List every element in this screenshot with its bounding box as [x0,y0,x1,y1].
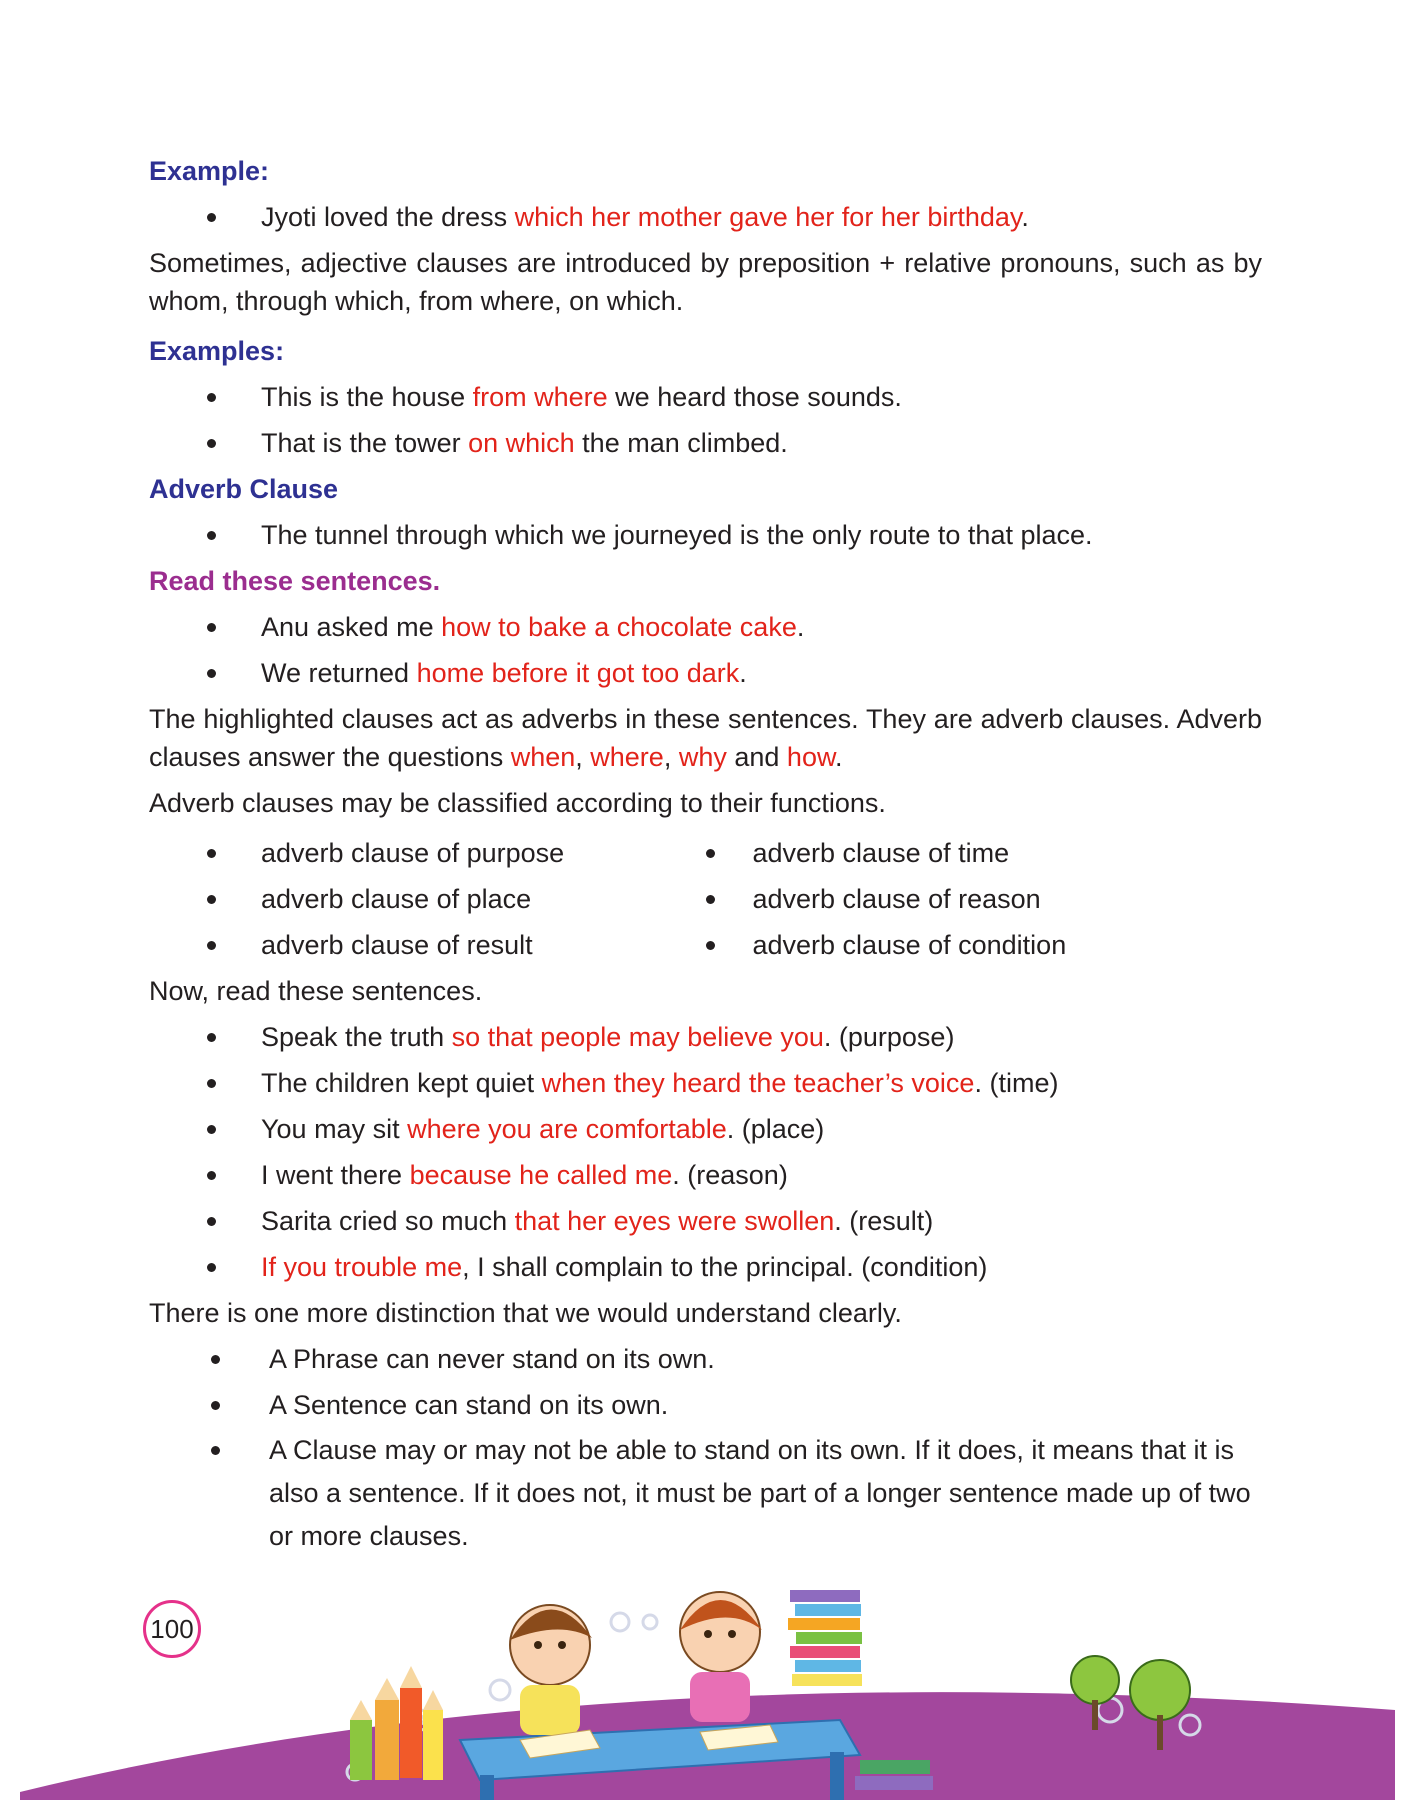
read-list [149,604,1262,696]
function-list [149,1014,1262,1290]
classify-paragraph: Adverb clauses may be classified according to their functions. [149,788,886,818]
list-item: I went there because he called me. (reason) [149,1152,1262,1198]
list-item: The tunnel through which we journeyed is the only route to that place. [149,512,1262,558]
distinction-paragraph: There is one more distinction that we would understand clearly. [149,1298,902,1328]
list-item: This is the house from where we heard those sounds. [149,374,1262,420]
footer-illustration [0,1560,1417,1800]
list-item: Anu asked me how to bake a chocolate cake. [149,604,1262,650]
adverb-list [149,512,1262,558]
list-item: That is the tower on which the man climbed. [149,420,1262,466]
list-item: We returned home before it got too dark. [149,650,1262,696]
now-read-paragraph: Now, read these sentences. [149,976,483,1006]
clause-types-left [149,830,706,968]
examples-heading: Examples: [149,336,285,366]
list-item: Jyoti loved the dress which her mother gave her for her birthday. [149,194,1262,240]
pencil-icon [350,1666,443,1780]
list-item: A Sentence can stand on its own. [149,1382,1262,1428]
page-number: 100 [143,1600,201,1658]
prep-paragraph: Sometimes, adjective clauses are introduced by preposition + relative pronouns, such as by whom, through which, from where, on which. [149,248,1262,316]
list-item: adverb clause of condition [706,922,1263,968]
boy-icon [510,1605,592,1735]
list-item: adverb clause of purpose [149,830,706,876]
adverb-clause-heading: Adverb Clause [149,474,339,504]
examples-list [149,374,1262,466]
list-item: adverb clause of time [706,830,1263,876]
list-item: You may sit where you are comfortable. (place) [149,1106,1262,1152]
example-heading: Example: [149,156,270,186]
list-item: Speak the truth so that people may believe you. (purpose) [149,1014,1262,1060]
list-item: The children kept quiet when they heard the teacher’s voice. (time) [149,1060,1262,1106]
highlighted-paragraph: The highlighted clauses act as adverbs in these sentences. They are adverb clauses. Adverb clauses answer the questions when, where, why and how. [149,704,1262,772]
clause-types-right [706,830,1263,968]
list-item: Sarita cried so much that her eyes were swollen. (result) [149,1198,1262,1244]
list-item: adverb clause of reason [706,876,1263,922]
page-content [149,148,1262,1558]
clause-types [149,830,1262,968]
example-list [149,194,1262,240]
distinction-list [149,1336,1262,1558]
list-item: adverb clause of place [149,876,706,922]
list-item: If you trouble me, I shall complain to the principal. (condition) [149,1244,1262,1290]
list-item: A Phrase can never stand on its own. [149,1336,1262,1382]
read-sentences-heading: Read these sentences. [149,566,441,596]
list-item: A Clause may or may not be able to stand on its own. If it does, it means that it is also a sentence. If it does not, it must be part of a longer sentence made up of two or more clauses. [149,1428,1262,1558]
girl-icon [680,1592,762,1722]
list-item: adverb clause of result [149,922,706,968]
